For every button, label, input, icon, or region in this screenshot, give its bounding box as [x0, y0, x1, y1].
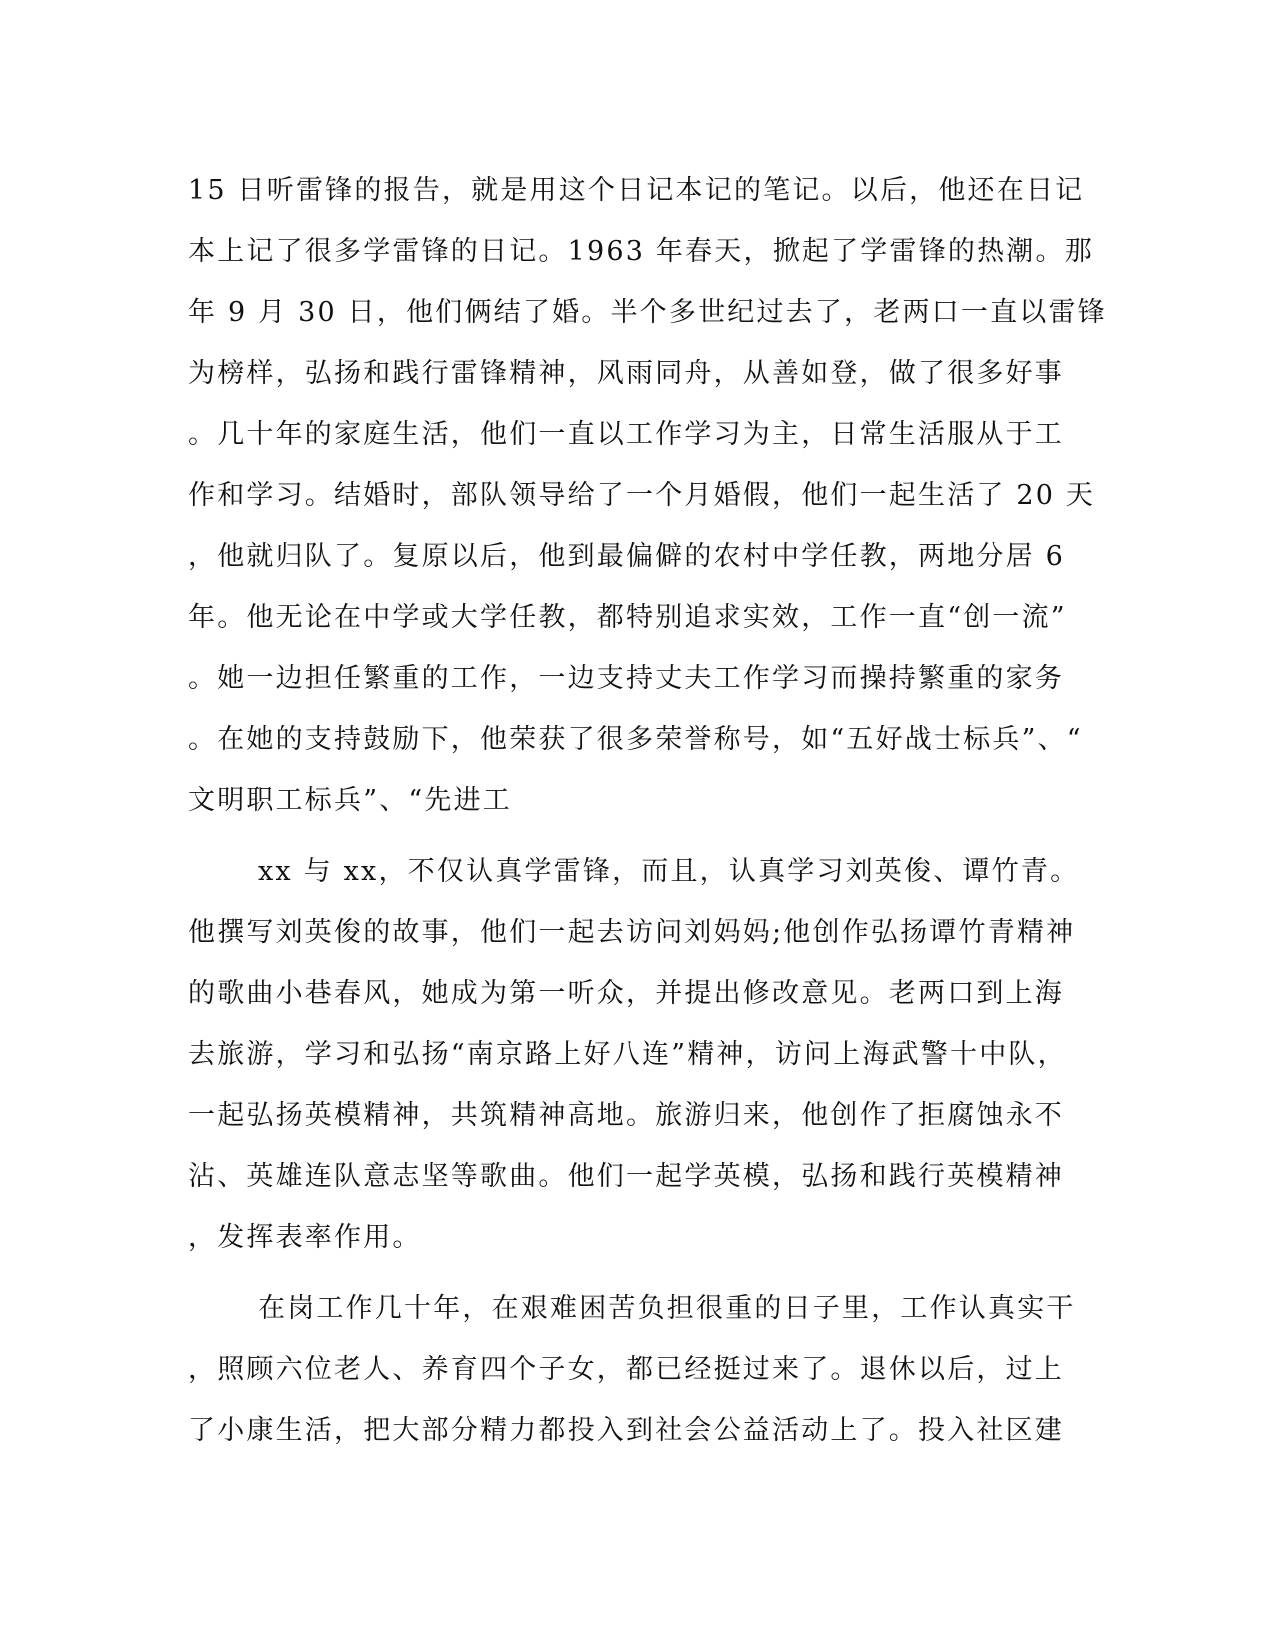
text-line: 去旅游，学习和弘扬“南京路上好八连”精神，访问上海武警十中队， — [188, 1039, 1067, 1070]
text-line: 他撰写刘英俊的故事，他们一起去访问刘妈妈;他创作弘扬谭竹青精神 — [188, 917, 1076, 948]
text-line: 。几十年的家庭生活，他们一直以工作学习为主，日常生活服从于工 — [188, 419, 1064, 450]
text-line: 的歌曲小巷春风，她成为第一听众，并提出修改意见。老两口到上海 — [188, 978, 1064, 1009]
text-line: 沾、英雄连队意志坚等歌曲。他们一起学英模，弘扬和践行英模精神 — [188, 1161, 1064, 1192]
text-line: ，他就归队了。复原以后，他到最偏僻的农村中学任教，两地分居 6 — [188, 541, 1065, 572]
paragraph-2 — [188, 841, 1080, 1268]
text-line: 。她一边担任繁重的工作，一边支持丈夫工作学习而操持繁重的家务 — [188, 663, 1064, 694]
text-line: ，照顾六位老人、养育四个子女，都已经挺过来了。退休以后，过上 — [188, 1354, 1064, 1385]
text-line: ，发挥表率作用。 — [188, 1222, 422, 1253]
text-line: 年。他无论在中学或大学任教，都特别追求实效，工作一直“创一流” — [188, 602, 1067, 633]
document-body — [188, 160, 1107, 1461]
text-line: 本上记了很多学雷锋的日记。1963 年春天，掀起了学雷锋的热潮。那 — [188, 236, 1094, 267]
paragraph-gap — [188, 1268, 1068, 1278]
text-line: 15 日听雷锋的报告，就是用这个日记本记的笔记。以后，他还在日记 — [188, 175, 1085, 206]
text-line: 了小康生活，把大部分精力都投入到社会公益活动上了。投入社区建 — [188, 1415, 1064, 1446]
text-line: 年 9 月 30 日，他们俩结了婚。半个多世纪过去了，老两口一直以雷锋 — [188, 297, 1107, 328]
text-line: 文明职工标兵”、“先进工 — [188, 785, 513, 816]
text-line: 在岗工作几十年，在艰难困苦负担很重的日子里，工作认真实干 — [258, 1293, 1076, 1324]
text-line: 。在她的支持鼓励下，他荣获了很多荣誉称号，如“五好战士标兵”、“ — [188, 724, 1083, 755]
paragraph-gap — [188, 831, 1068, 841]
paragraph-3 — [188, 1278, 1076, 1461]
text-line: 一起弘扬英模精神，共筑精神高地。旅游归来，他创作了拒腐蚀永不 — [188, 1100, 1064, 1131]
text-line: 作和学习。结婚时，部队领导给了一个月婚假，他们一起生活了 20 天 — [188, 480, 1096, 511]
text-line: xx 与 xx，不仅认真学雷锋，而且，认真学习刘英俊、谭竹青。 — [258, 856, 1080, 887]
paragraph-1 — [188, 160, 1107, 831]
text-line: 为榜样，弘扬和践行雷锋精神，风雨同舟，从善如登，做了很多好事 — [188, 358, 1064, 389]
